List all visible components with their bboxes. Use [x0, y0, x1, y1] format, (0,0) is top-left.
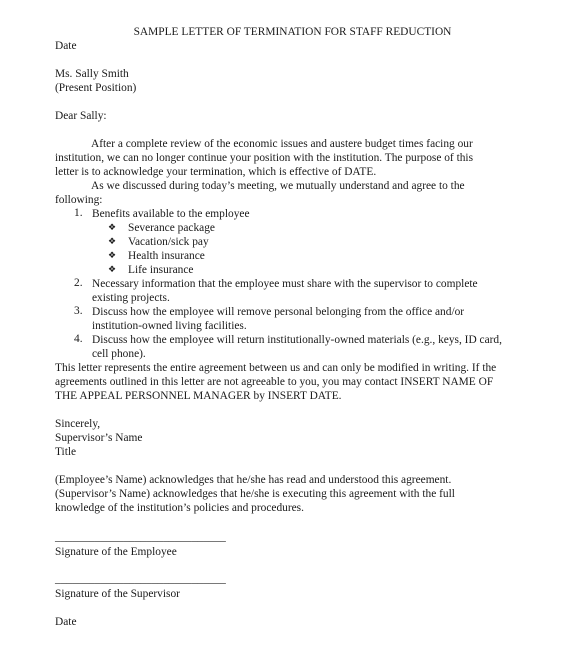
date-top: Date	[55, 40, 77, 52]
letter-body	[55, 20, 555, 629]
list-item-text: institution-owned living facilities.	[92, 320, 247, 332]
supervisor-signature-label: Signature of the Supervisor	[55, 588, 180, 600]
list-item-text: existing projects.	[92, 292, 170, 304]
acknowledgement-line: knowledge of the institution’s policies and procedures.	[55, 502, 304, 514]
benefit-item	[92, 263, 555, 277]
paragraph-line: following:	[55, 194, 103, 206]
benefit-text: Health insurance	[128, 250, 205, 262]
benefit-text: Severance package	[128, 222, 215, 234]
paragraph-line: This letter represents the entire agreement between us and can only be modified in writing. If the	[55, 362, 497, 374]
employee-signature-line: ______________________________	[55, 531, 226, 543]
paragraph-2	[55, 179, 555, 207]
supervisor-signature-line: ______________________________	[55, 573, 226, 585]
benefit-item	[92, 249, 555, 263]
paragraph-line: As we discussed during today’s meeting, we mutually understand and agree to the	[91, 180, 465, 192]
paragraph-line: institution, we can no longer continue your position with the institution. The purpose of this	[55, 152, 474, 164]
list-item	[55, 305, 555, 333]
diamond-bullet-icon: ❖	[108, 265, 117, 275]
benefits-list	[92, 221, 555, 277]
list-item-text: cell phone).	[92, 348, 146, 360]
diamond-bullet-icon: ❖	[108, 237, 117, 247]
list-number: 1.	[74, 207, 83, 219]
employee-signature-label: Signature of the Employee	[55, 546, 177, 558]
paragraph-line: THE APPEAL PERSONNEL MANAGER by INSERT DATE.	[55, 390, 342, 402]
list-item	[55, 333, 555, 361]
list-item-text: Necessary information that the employee must share with the supervisor to complete	[92, 278, 478, 290]
numbered-list	[55, 207, 555, 361]
recipient-name: Ms. Sally Smith	[55, 68, 129, 80]
closing-name: Supervisor’s Name	[55, 432, 143, 444]
paragraph-3	[55, 361, 555, 403]
list-item	[55, 207, 555, 277]
benefit-text: Vacation/sick pay	[128, 236, 209, 248]
list-item-text: Benefits available to the employee	[92, 208, 250, 220]
diamond-bullet-icon: ❖	[108, 223, 117, 233]
list-number: 4.	[74, 333, 83, 345]
paragraph-line: agreements outlined in this letter are not agreeable to you, you may contact INSERT NAME OF	[55, 376, 494, 388]
list-item-text: Discuss how the employee will return institutionally-owned materials (e.g., keys, ID card,	[92, 334, 502, 346]
date-bottom: Date	[55, 616, 77, 628]
benefit-text: Life insurance	[128, 264, 194, 276]
closing-sincerely: Sincerely,	[55, 418, 101, 430]
diamond-bullet-icon: ❖	[108, 251, 117, 261]
letter-title: SAMPLE LETTER OF TERMINATION FOR STAFF REDUCTION	[133, 26, 452, 38]
benefit-item	[92, 221, 555, 235]
paragraph-line: After a complete review of the economic issues and austere budget times facing our	[91, 138, 473, 150]
list-item-text: Discuss how the employee will remove personal belonging from the office and/or	[92, 306, 465, 318]
list-item	[55, 277, 555, 305]
acknowledgement	[55, 473, 555, 515]
recipient-position: (Present Position)	[55, 82, 137, 94]
acknowledgement-line: (Employee’s Name) acknowledges that he/she has read and understood this agreement.	[55, 474, 452, 486]
salutation: Dear Sally:	[55, 110, 107, 122]
acknowledgement-line: (Supervisor’s Name) acknowledges that he/she is executing this agreement with the full	[55, 488, 455, 500]
list-number: 3.	[74, 305, 83, 317]
closing-title: Title	[55, 446, 77, 458]
paragraph-1	[55, 137, 555, 179]
list-number: 2.	[74, 277, 83, 289]
benefit-item	[92, 235, 555, 249]
paragraph-line: letter is to acknowledge your termination, which is effective of DATE.	[55, 166, 377, 178]
